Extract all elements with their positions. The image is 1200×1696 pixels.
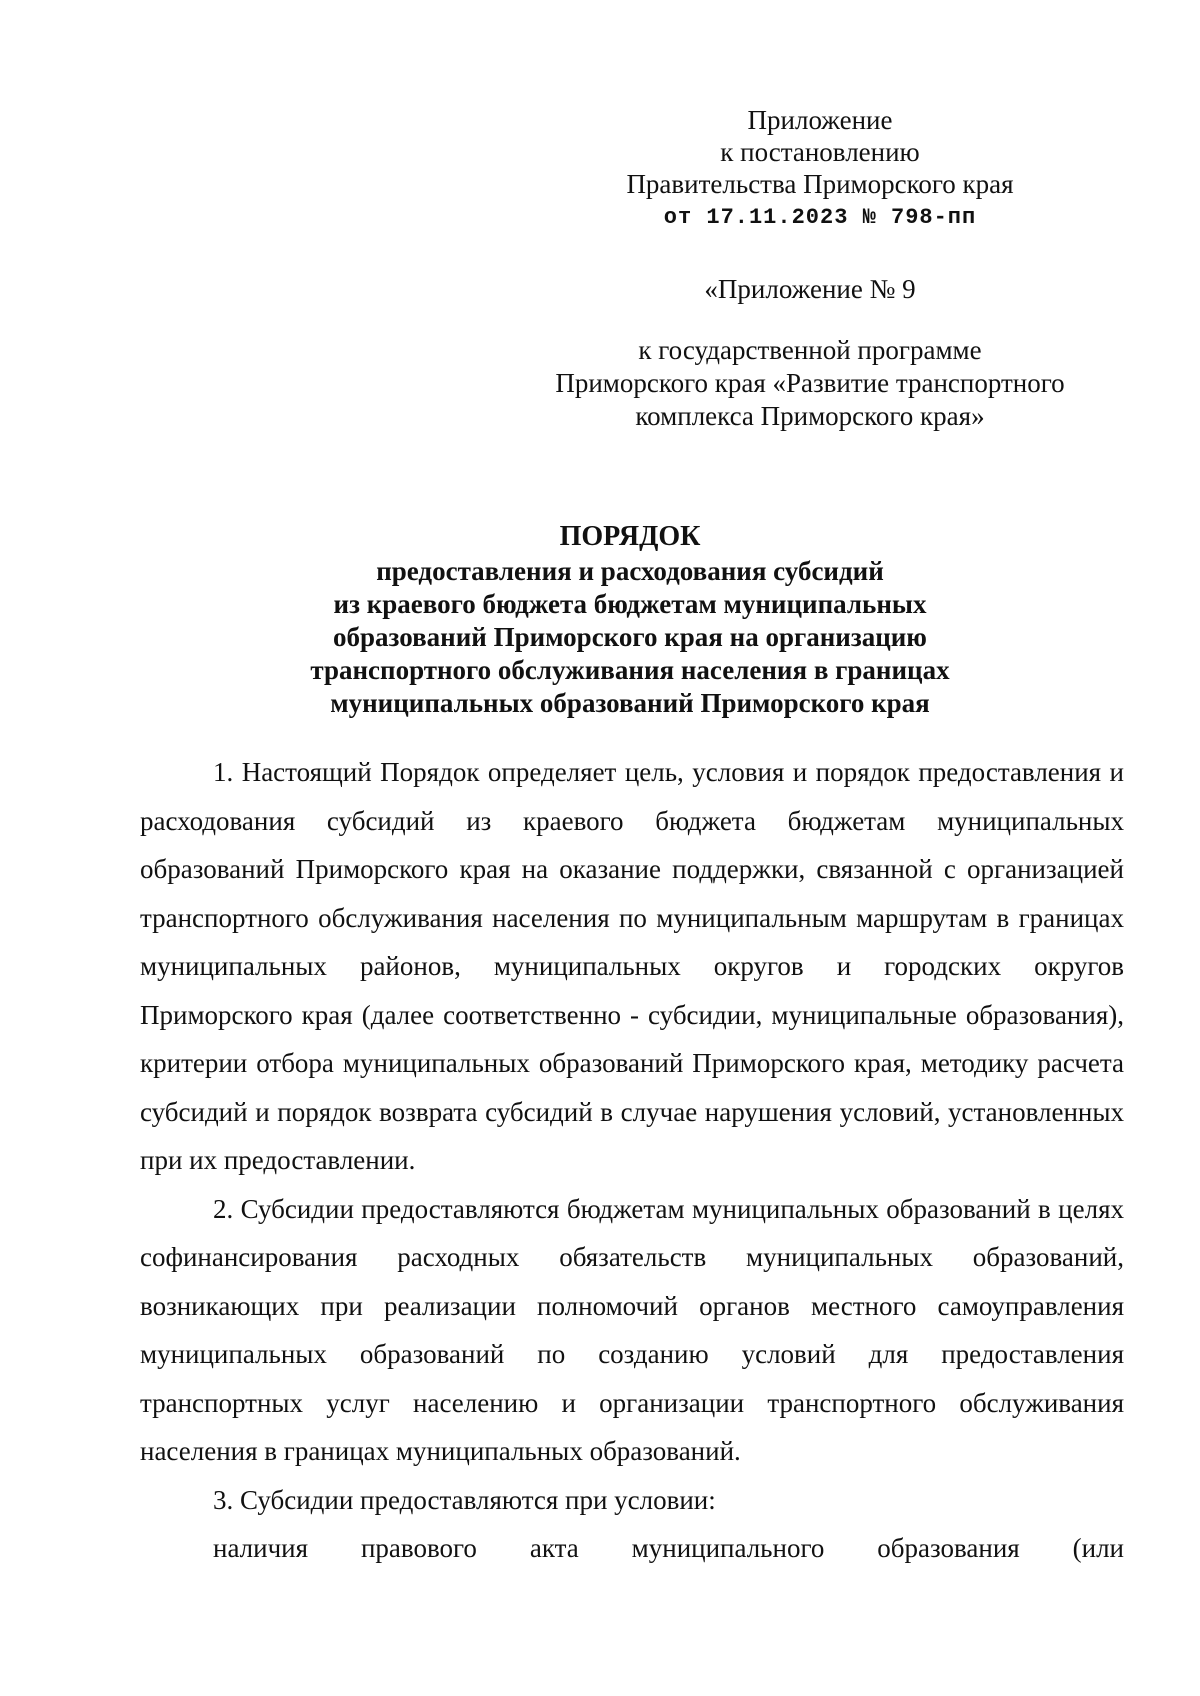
program-line-2: Приморского края «Развитие транспортного — [555, 368, 1065, 398]
document-title — [140, 520, 1120, 720]
title-line-2: из краевого бюджета бюджетам муниципальных — [333, 589, 927, 619]
header-line-resolution: к постановлению — [720, 137, 920, 167]
title-main: ПОРЯДОК — [559, 521, 701, 552]
paragraph-2: 2. Субсидии предоставляются бюджетам муниципальных образований в целях софинансирования расходных обязательств муниципальных образований, возникающих при реализации полномочий органов местного самоуправления муниципальных образований по созданию условий для предоставления транспортных услуг населению и организации транспортного обслуживания населения в границах муниципальных образований. — [140, 1193, 1124, 1466]
document-body — [140, 748, 1124, 1573]
program-reference — [520, 334, 1100, 433]
header-line-government: Правительства Приморского края — [626, 169, 1014, 199]
title-line-3: образований Приморского края на организацию — [333, 622, 927, 652]
title-line-1: предоставления и расходования субсидий — [376, 556, 884, 586]
program-line-1: к государственной программе — [638, 335, 982, 365]
header-line-appendix: Приложение — [747, 105, 893, 135]
appendix-number: «Приложение № 9 — [704, 274, 916, 304]
title-line-5: муниципальных образований Приморского края — [330, 688, 930, 718]
title-line-4: транспортного обслуживания населения в границах — [310, 655, 950, 685]
paragraph-1: 1. Настоящий Порядок определяет цель, условия и порядок предоставления и расходования субсидий из краевого бюджета бюджетам муниципальных образований Приморского края на оказание поддержки, связанной с организацией транспортного обслуживания населения по муниципальным маршрутам в границах муниципальных районов, муниципальных округов и городских округов Приморского края (далее соответственно - субсидии, муниципальные образования), критерии отбора муниципальных образований Приморского края, методику расчета субсидий и порядок возврата субсидий в случае нарушения условий, установленных при их предоставлении. — [140, 757, 1124, 1175]
appendix-header — [560, 104, 1080, 234]
resolution-date-number: от 17.11.2023 № 798-пп — [663, 205, 977, 230]
program-line-3: комплекса Приморского края» — [635, 401, 985, 431]
paragraph-3: 3. Субсидии предоставляются при условии: — [213, 1484, 716, 1515]
paragraph-4: наличия правового акта муниципального образования (или — [213, 1533, 1124, 1563]
